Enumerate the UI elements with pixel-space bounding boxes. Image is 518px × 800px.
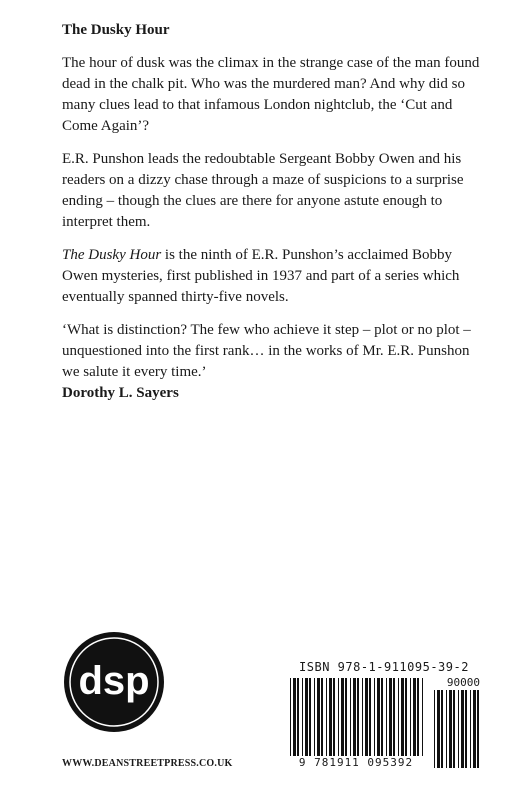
- barcode-bar: [302, 678, 303, 756]
- barcode-bar: [413, 678, 416, 756]
- blurb-paragraph-2: E.R. Punshon leads the redoubtable Sergeant Bobby Owen and his readers on a dizzy chase through a maze of suspicions to a surprise ending – though the clues are there for anyone astute enough to interpret them.: [62, 151, 464, 230]
- series-title-italic: The Dusky Hour: [62, 247, 162, 263]
- barcode-bar: [473, 690, 476, 768]
- barcode-bar: [446, 690, 447, 768]
- barcode-bar: [377, 678, 380, 756]
- barcode-bar: [422, 678, 423, 756]
- barcode-bar: [389, 678, 392, 756]
- dsp-logo: [62, 630, 166, 734]
- barcode-bar: [357, 678, 359, 756]
- barcode-bar: [290, 678, 291, 756]
- book-title: The Dusky Hour: [62, 22, 170, 38]
- barcode-bar: [453, 690, 455, 768]
- publisher-url: WWW.DEANSTREETPRESS.CO.UK: [62, 758, 233, 769]
- barcode-bar: [477, 690, 479, 768]
- barcode-bar: [441, 690, 443, 768]
- barcode-bar: [398, 678, 399, 756]
- review-quote: ‘What is distinction? The few who achieve it step – plot or no plot – unquestioned into the first rank… in the works of Mr. E.R. Punshon we salute it every time.’: [62, 322, 471, 380]
- barcode-ean-number: 9 781911 095392: [298, 756, 414, 769]
- barcode-bar: [314, 678, 315, 756]
- barcode-bar: [297, 678, 299, 756]
- barcode-addon-number: 90000: [446, 676, 480, 689]
- barcode-bar: [305, 678, 308, 756]
- barcode-bar: [393, 678, 395, 756]
- barcode-bar: [333, 678, 335, 756]
- barcode-bar: [465, 690, 467, 768]
- barcode-bar: [341, 678, 344, 756]
- barcode-bar: [345, 678, 347, 756]
- blurb-paragraph-3-rest: is the ninth of E.R. Punshon’s acclaimed Bobby Owen mysteries, first published in 1937 and part of a series which eventually spanned thirty-five novels.: [62, 247, 460, 305]
- barcode-bar: [365, 678, 368, 756]
- blurb-paragraph-3: [62, 245, 482, 308]
- isbn-barcode: [286, 660, 482, 770]
- logo-text: dsp: [78, 659, 150, 703]
- barcode-bar: [417, 678, 419, 756]
- barcode-bar: [329, 678, 332, 756]
- blurb-paragraph-1: The hour of dusk was the climax in the strange case of the man found dead in the chalk pit. Who was the murdered man? And why did so many clues lead to that infamous London nightclub, the ‘Cut and Come Again’?: [62, 55, 480, 134]
- isbn-label: ISBN 978-1-911095-39-2: [299, 660, 469, 674]
- barcode-bar: [293, 678, 296, 756]
- barcode-bar: [309, 678, 311, 756]
- barcode-bar: [326, 678, 327, 756]
- barcode-bar: [381, 678, 383, 756]
- barcode-bar: [434, 690, 435, 768]
- barcode-bar: [401, 678, 404, 756]
- barcode-bar: [338, 678, 339, 756]
- barcode-bar: [350, 678, 351, 756]
- barcode-bar: [321, 678, 323, 756]
- back-cover-text: [62, 22, 482, 404]
- barcode-bar: [362, 678, 363, 756]
- barcode-bar: [458, 690, 459, 768]
- barcode-bar: [386, 678, 387, 756]
- barcode-bar: [461, 690, 464, 768]
- barcode-bar: [374, 678, 375, 756]
- barcode-bar: [353, 678, 356, 756]
- barcode-bar: [369, 678, 371, 756]
- barcode-bar: [410, 678, 411, 756]
- barcode-bars: [286, 660, 482, 770]
- barcode-bar: [449, 690, 452, 768]
- barcode-bar: [317, 678, 320, 756]
- barcode-bar: [437, 690, 440, 768]
- barcode-bar: [470, 690, 471, 768]
- quote-author: Dorothy L. Sayers: [62, 385, 179, 401]
- barcode-bar: [405, 678, 407, 756]
